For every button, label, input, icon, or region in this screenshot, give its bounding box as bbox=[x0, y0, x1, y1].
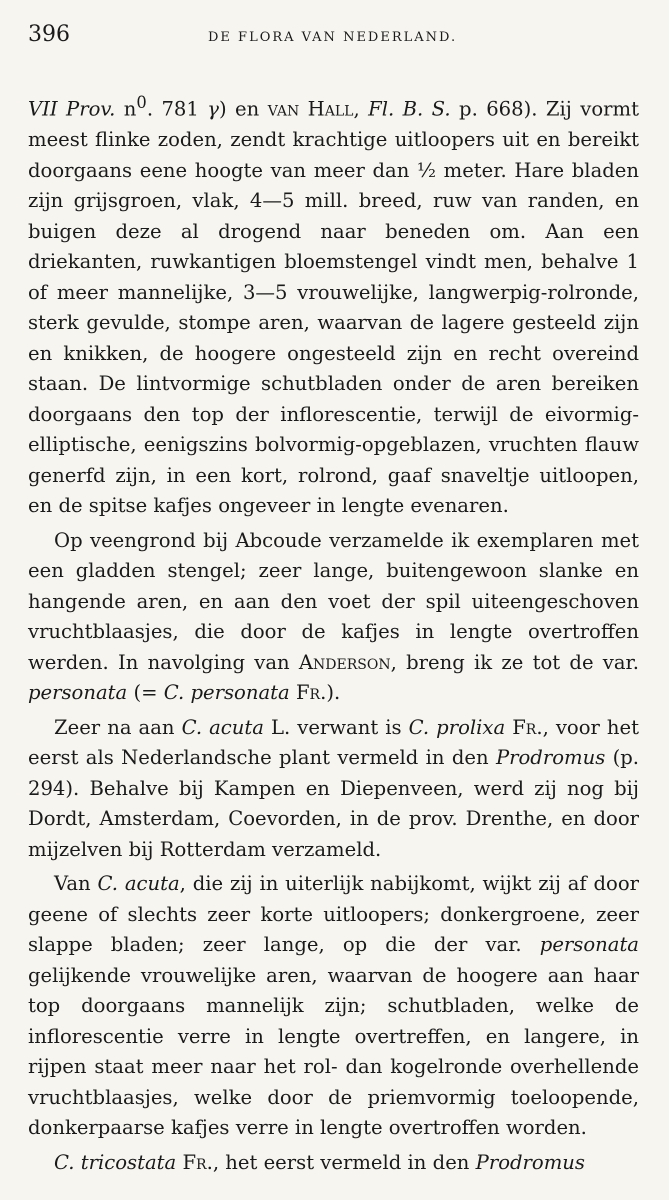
paragraph bbox=[28, 526, 639, 709]
italic-text: Prodromus bbox=[475, 1150, 585, 1174]
text-run: Van bbox=[54, 872, 98, 896]
italic-text: γ bbox=[207, 97, 219, 121]
text-run: Op veengrond bij Abcoude verzamelde ik exemplaren met een gladden stengel; zeer lange, buitengewoon slanke en hangende aren, en aan den voet der spil uiteengeschoven vruchtblaasjes, die door de kafjes in lengte overtroffen werden. In navolging van bbox=[28, 528, 639, 674]
text-run: (p. 294). Behalve bij Kampen en Diepenveen, werd zij nog bij Dordt, Amsterdam, Coevorden, in de prov. Drenthe, en door mijzelven bij Rotterdam verzameld. bbox=[28, 746, 639, 861]
italic-text: C. acuta bbox=[97, 872, 180, 896]
paragraph bbox=[28, 88, 639, 522]
italic-text: personata bbox=[539, 933, 639, 957]
small-caps-text: van Hall bbox=[267, 97, 354, 121]
text-run: n bbox=[115, 97, 137, 121]
text-run: (= bbox=[127, 681, 164, 705]
italic-text: VII Prov. bbox=[28, 97, 116, 121]
text-run: . 781 bbox=[146, 97, 208, 121]
small-caps-text: Fr. bbox=[182, 1150, 213, 1174]
paragraph bbox=[28, 1148, 639, 1179]
text-run: , die zij in uiterlijk nabijkomt, wijkt zij af door geene of slechts zeer korte uitloopers; donkergroene, zeer slappe bladen; zeer lange, op die der var. bbox=[28, 872, 639, 957]
text-run: ). bbox=[326, 681, 341, 705]
paragraph bbox=[28, 869, 639, 1144]
text-run: gelijkende vrouwelijke aren, waarvan de hoogere aan haar top doorgaans mannelijk zijn; schutbladen, welke de inflorescentie verre in lengte overtreffen, en langere, in rijpen staat meer naar het rol- dan kogelronde overhellende vruchtblaasjes, welke door de priemvormig toeloopende, donkerpaarse kafjes verre in lengte overtroffen worden. bbox=[28, 963, 639, 1140]
italic-text: personata bbox=[28, 681, 128, 705]
text-run: , breng ik ze tot de var. bbox=[390, 650, 639, 674]
text-run: , bbox=[353, 97, 369, 121]
small-caps-text: Fr. bbox=[512, 715, 543, 739]
running-head-title: DE FLORA VAN NEDERLAND. bbox=[208, 30, 458, 45]
small-caps-text: Anderson bbox=[298, 650, 391, 674]
text-run: p. 668). Zij vormt meest flinke zoden, zendt krachtige uitloopers uit en bereikt doorgaans eene hoogte van meer dan bbox=[28, 97, 639, 182]
italic-text: C. prolixa bbox=[408, 715, 506, 739]
italic-text: C. tricostata bbox=[54, 1150, 177, 1174]
body-text bbox=[28, 88, 639, 1178]
running-head bbox=[28, 22, 639, 62]
text-run: , het eerst vermeld in den bbox=[212, 1150, 476, 1174]
paragraph bbox=[28, 713, 639, 866]
italic-text: Prodromus bbox=[495, 746, 606, 770]
italic-text: C. acuta bbox=[181, 715, 264, 739]
text-run: meter. Hare bladen zijn grijsgroen, vlak, 4—5 mill. breed, ruw van randen, en buigen deze al drogend naar beneden om. Aan een driekanten, ruwkantigen bloemstengel vindt men, behalve 1 of meer mannelijke, 3—5 vrouwelijke, langwerpig-rolronde, sterk gevulde, stompe aren, waarvan de lagere gesteeld zijn en knikken, de hoogere ongesteeld zijn en recht overeind staan. De lintvormige schutbladen onder de aren bereiken doorgaans den top der inflorescentie, terwijl de eivormig-elliptische, eenigszins bolvormig-opgeblazen, vruchten flauw generfd zijn, in een kort, rolrond, gaaf snaveltje uitloopen, en de spitse kafjes ongeveer in lengte evenaren. bbox=[28, 158, 640, 518]
text-run: L. verwant is bbox=[263, 715, 409, 739]
text-run: ) en bbox=[219, 97, 268, 121]
page-number: 396 bbox=[28, 22, 70, 47]
text-run: , voor het eerst als Nederlandsche plant vermeld in den bbox=[28, 715, 639, 770]
text-run: ½ bbox=[416, 158, 436, 182]
text-run: 0 bbox=[136, 93, 147, 112]
text-run: Zeer na aan bbox=[54, 715, 182, 739]
small-caps-text: Fr. bbox=[295, 681, 327, 705]
italic-text: Fl. B. S. bbox=[368, 97, 451, 121]
italic-text: C. personata bbox=[163, 681, 290, 705]
